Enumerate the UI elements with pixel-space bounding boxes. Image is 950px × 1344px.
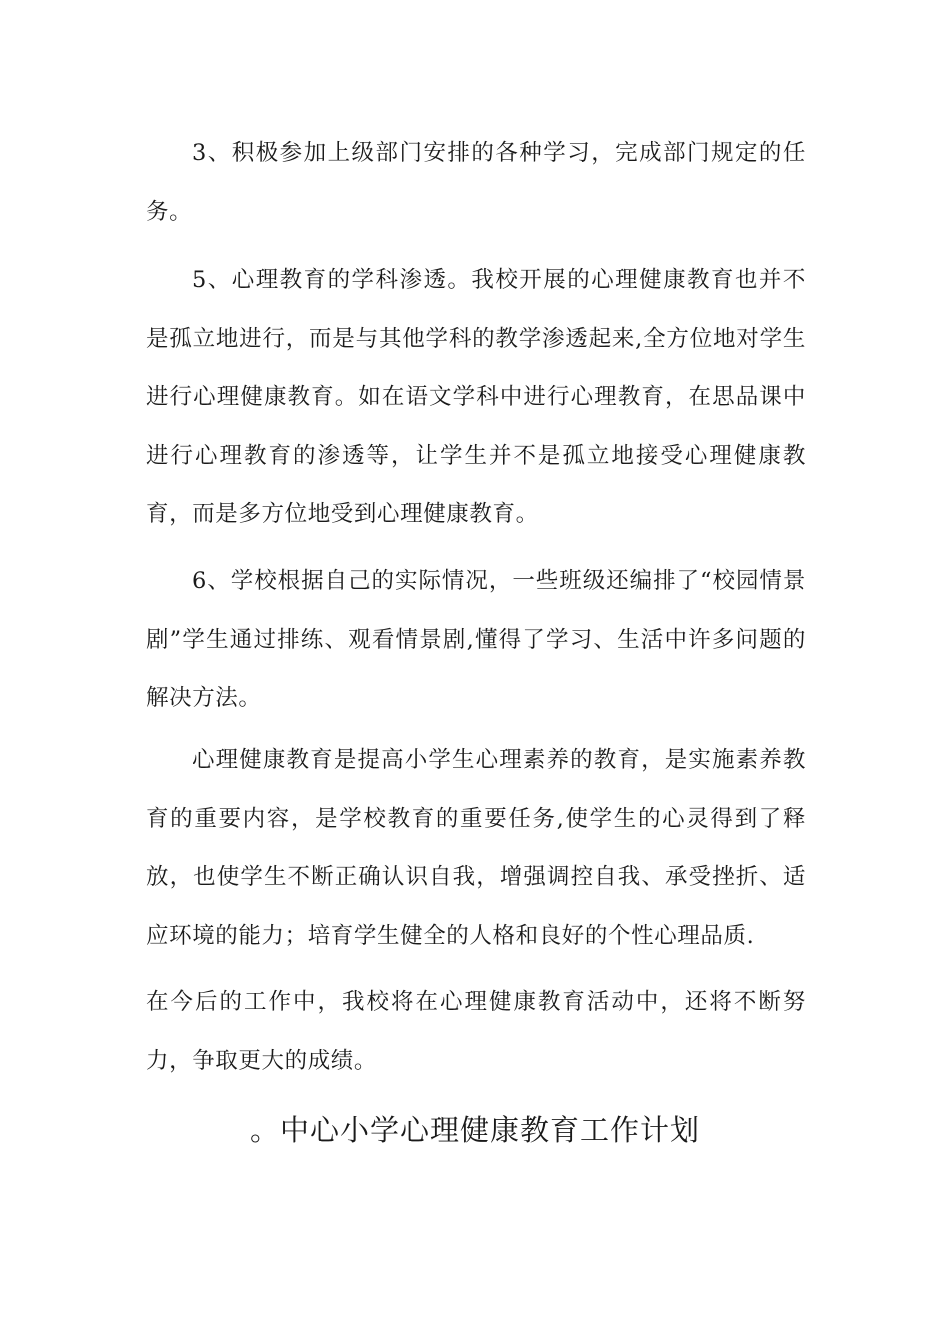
paragraph-item-3: 3、积极参加上级部门安排的各种学习，完成部门规定的任务。 — [146, 140, 806, 225]
paragraph-item-5: 5、心理教育的学科渗透。我校开展的心理健康教育也并不是孤立地进行，而是与其他学科的教学渗透起来,全方位地对学生进行心理健康教育。如在语文学科中进行心理教育，在思品课中进行心理教育的渗透等，让学生并不是孤立地接受心理健康教育，而是多方位地受到心理健康教育。 — [146, 267, 806, 527]
paragraph-summary: 心理健康教育是提高小学生心理素养的教育，是实施素养教育的重要内容，是学校教育的重要任务,使学生的心灵得到了释放，也使学生不断正确认识自我，增强调控自我、承受挫折、适应环境的能力；培育学生健全的人格和良好的个性心理品质. — [146, 747, 806, 949]
document-title: 。中心小学心理健康教育工作计划 — [249, 1113, 700, 1147]
paragraph-closing: 在今后的工作中，我校将在心理健康教育活动中，还将不断努力，争取更大的成绩。 — [146, 989, 806, 1074]
paragraph-item-6: 6、学校根据自己的实际情况，一些班级还编排了“校园情景剧”学生通过排练、观看情景剧,懂得了学习、生活中许多问题的解决方法。 — [146, 568, 806, 711]
